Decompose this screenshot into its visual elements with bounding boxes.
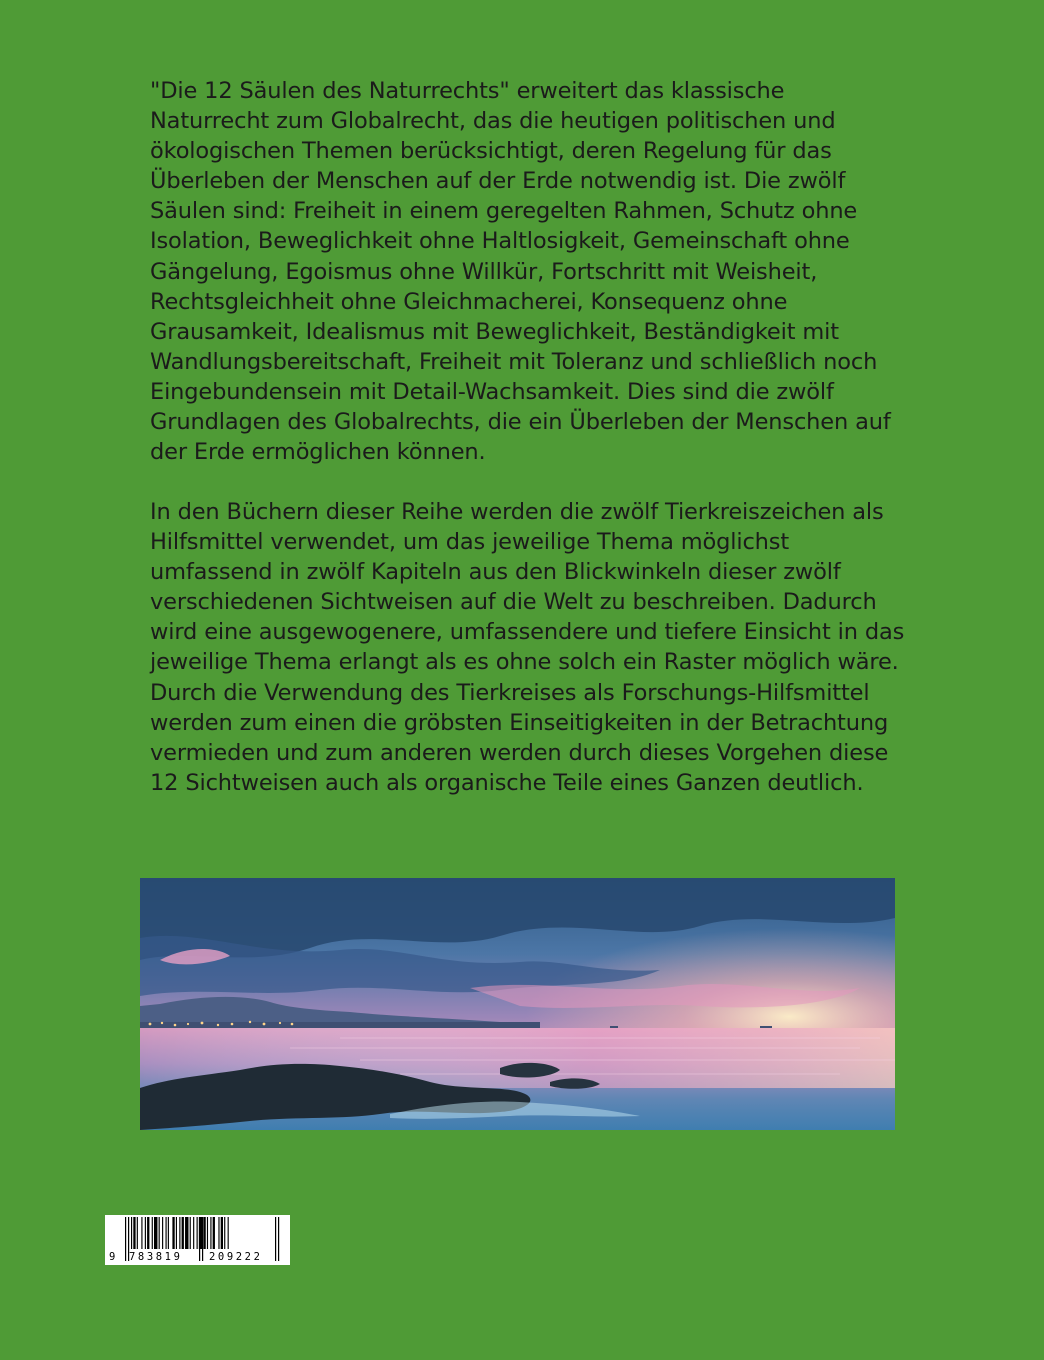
text-line: Wandlungsbereitschaft, Freiheit mit Toleranz und schließlich noch — [150, 348, 878, 375]
text-line: Durch die Verwendung des Tierkreises als Forschungs-Hilfsmittel — [150, 679, 870, 706]
isbn-barcode — [105, 1215, 290, 1265]
text-line: vermieden und zum anderen werden durch dieses Vorgehen diese — [150, 739, 889, 766]
text-line: Hilfsmittel verwendet, um das jeweilige Thema möglichst — [150, 529, 790, 556]
text-line: ökologischen Themen berücksichtigt, deren Regelung für das — [150, 138, 832, 165]
text-line: wird eine ausgewogenere, umfassendere und tiefere Einsicht in das — [150, 619, 905, 646]
seascape-illustration — [140, 878, 895, 1130]
text-line: Rechtsgleichheit ohne Gleichmacherei, Konsequenz ohne — [150, 288, 788, 315]
text-line: Isolation, Beweglichkeit ohne Haltlosigkeit, Gemeinschaft ohne — [150, 228, 850, 255]
paragraph-series-description — [150, 497, 905, 798]
text-line: "Die 12 Säulen des Naturrechts" erweitert das klassische — [150, 78, 785, 104]
text-line: verschiedenen Sichtweisen auf die Welt zu beschreiben. Dadurch — [150, 589, 877, 616]
text-line: Säulen sind: Freiheit in einem geregelten Rahmen, Schutz ohne — [150, 198, 858, 225]
text-line: Grausamkeit, Idealismus mit Beweglichkeit, Beständigkeit mit — [150, 318, 839, 345]
text-line: Gängelung, Egoismus ohne Willkür, Fortschritt mit Weisheit, — [150, 258, 818, 285]
text-line: Naturrecht zum Globalrecht, das die heutigen politischen und — [150, 108, 836, 135]
text-line: Eingebundensein mit Detail-Wachsamkeit. Dies sind die zwölf — [150, 378, 834, 405]
isbn-group-1: 783819 — [129, 1251, 183, 1263]
text-line: Überleben der Menschen auf der Erde notwendig ist. Die zwölf — [150, 168, 846, 195]
text-line: jeweilige Thema erlangt als es ohne solch ein Raster möglich wäre. — [150, 649, 899, 676]
text-line: Grundlagen des Globalrechts, die ein Überleben der Menschen auf — [150, 409, 891, 436]
isbn-prefix-digit: 9 — [109, 1251, 116, 1263]
text-line: werden zum einen die gröbsten Einseitigkeiten in der Betrachtung — [150, 709, 889, 736]
seascape-sunset-photo — [140, 878, 895, 1130]
text-line: umfassend in zwölf Kapiteln aus den Blickwinkeln dieser zwölf — [150, 559, 841, 586]
isbn-group-2: 209222 — [209, 1251, 263, 1263]
isbn-number — [105, 1250, 290, 1264]
text-line: In den Büchern dieser Reihe werden die zwölf Tierkreiszeichen als — [150, 499, 884, 525]
paragraph-intro — [150, 76, 890, 467]
text-line: 12 Sichtweisen auch als organische Teile eines Ganzen deutlich. — [150, 769, 864, 796]
text-line: der Erde ermöglichen können. — [150, 439, 486, 466]
